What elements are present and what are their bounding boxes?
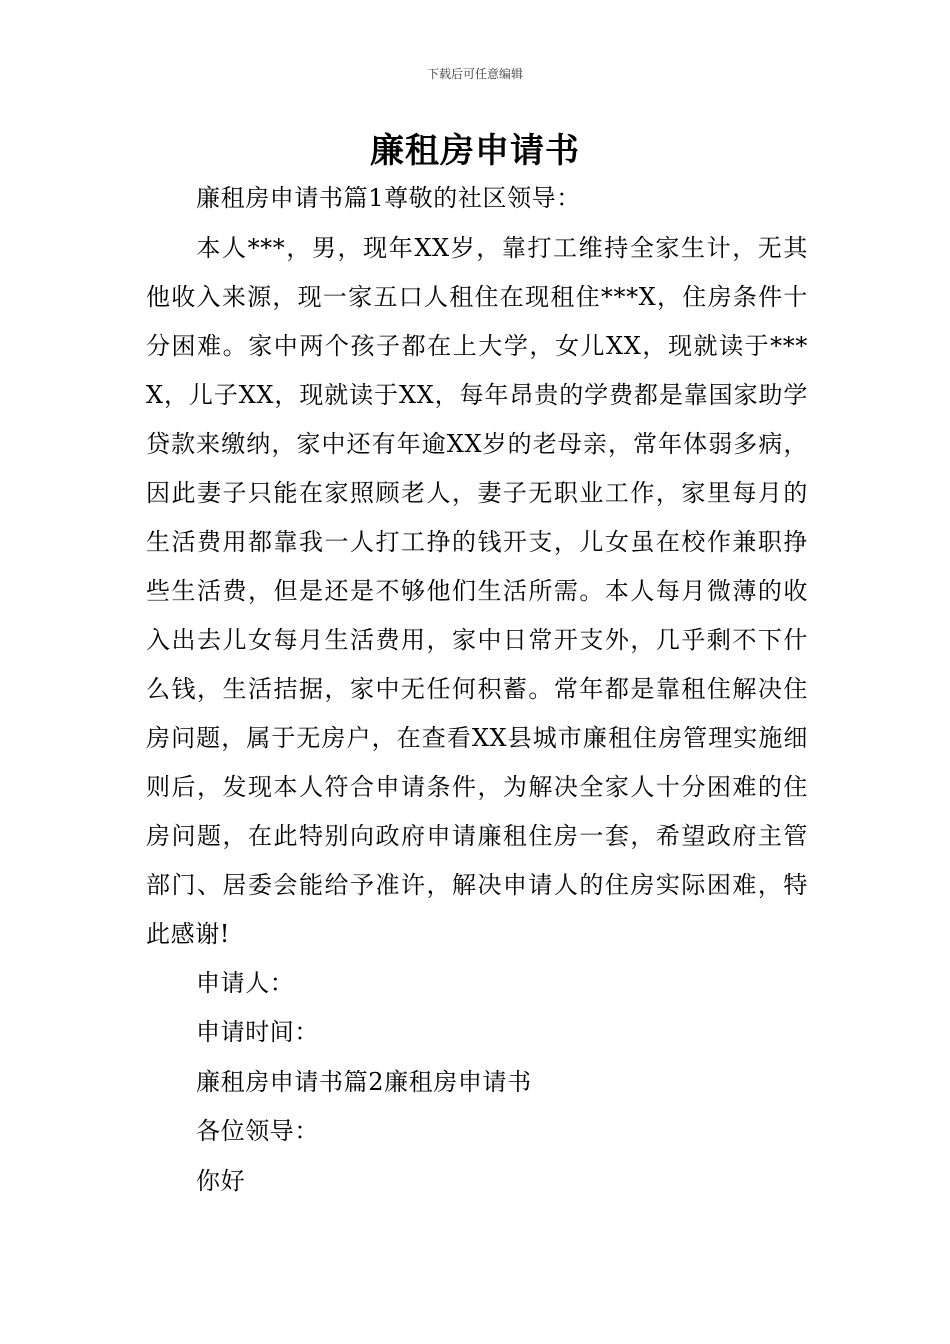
intro-line: 廉租房申请书篇1尊敬的社区领导： <box>196 184 581 212</box>
header-note: 下载后可任意编辑 <box>426 67 523 81</box>
salutation: 各位领导： <box>196 1117 319 1145</box>
second-heading: 廉租房申请书篇2廉租房申请书 <box>196 1067 532 1096</box>
body-paragraph: 本人***，男，现年XX岁，靠打工维持全家生计，无其他收入来源，现一家五口人租住在现租住***X，住房条件十分困难。家中两个孩子都在上大学，女儿XX，现就读于***X，儿子XX，现就读于XX，每年昂贵的学费都是靠国家助学贷款来缴纳，家中还有年逾XX岁的老母亲，常年体弱多病，因此妻子只能在家照顾老人，妻子无职业工作，家里每月的生活费用都靠我一人打工挣的钱开支，儿女虽在校作兼职挣些生活费，但是还是不够他们生活所需。本人每月微薄的收入出去儿女每月生活费用，家中日常开支外，几乎剩不下什么钱，生活拮据，家中无任何积蓄。常年都是靠租住解决住房问题，属于无房户，在查看XX县城市廉租住房管理实施细则后，发现本人符合申请条件，为解决全家人十分困难的住房问题，在此特别向政府申请廉租住房一套，希望政府主管部门、居委会能给予准许，解决申请人的住房实际困难，特此感谢! <box>146 233 808 948</box>
greeting: 你好 <box>196 1166 246 1195</box>
applicant-label: 申请人： <box>196 968 295 997</box>
document-body <box>146 174 808 1206</box>
document-title: 廉租房申请书 <box>370 131 580 171</box>
date-label: 申请时间： <box>196 1018 319 1046</box>
